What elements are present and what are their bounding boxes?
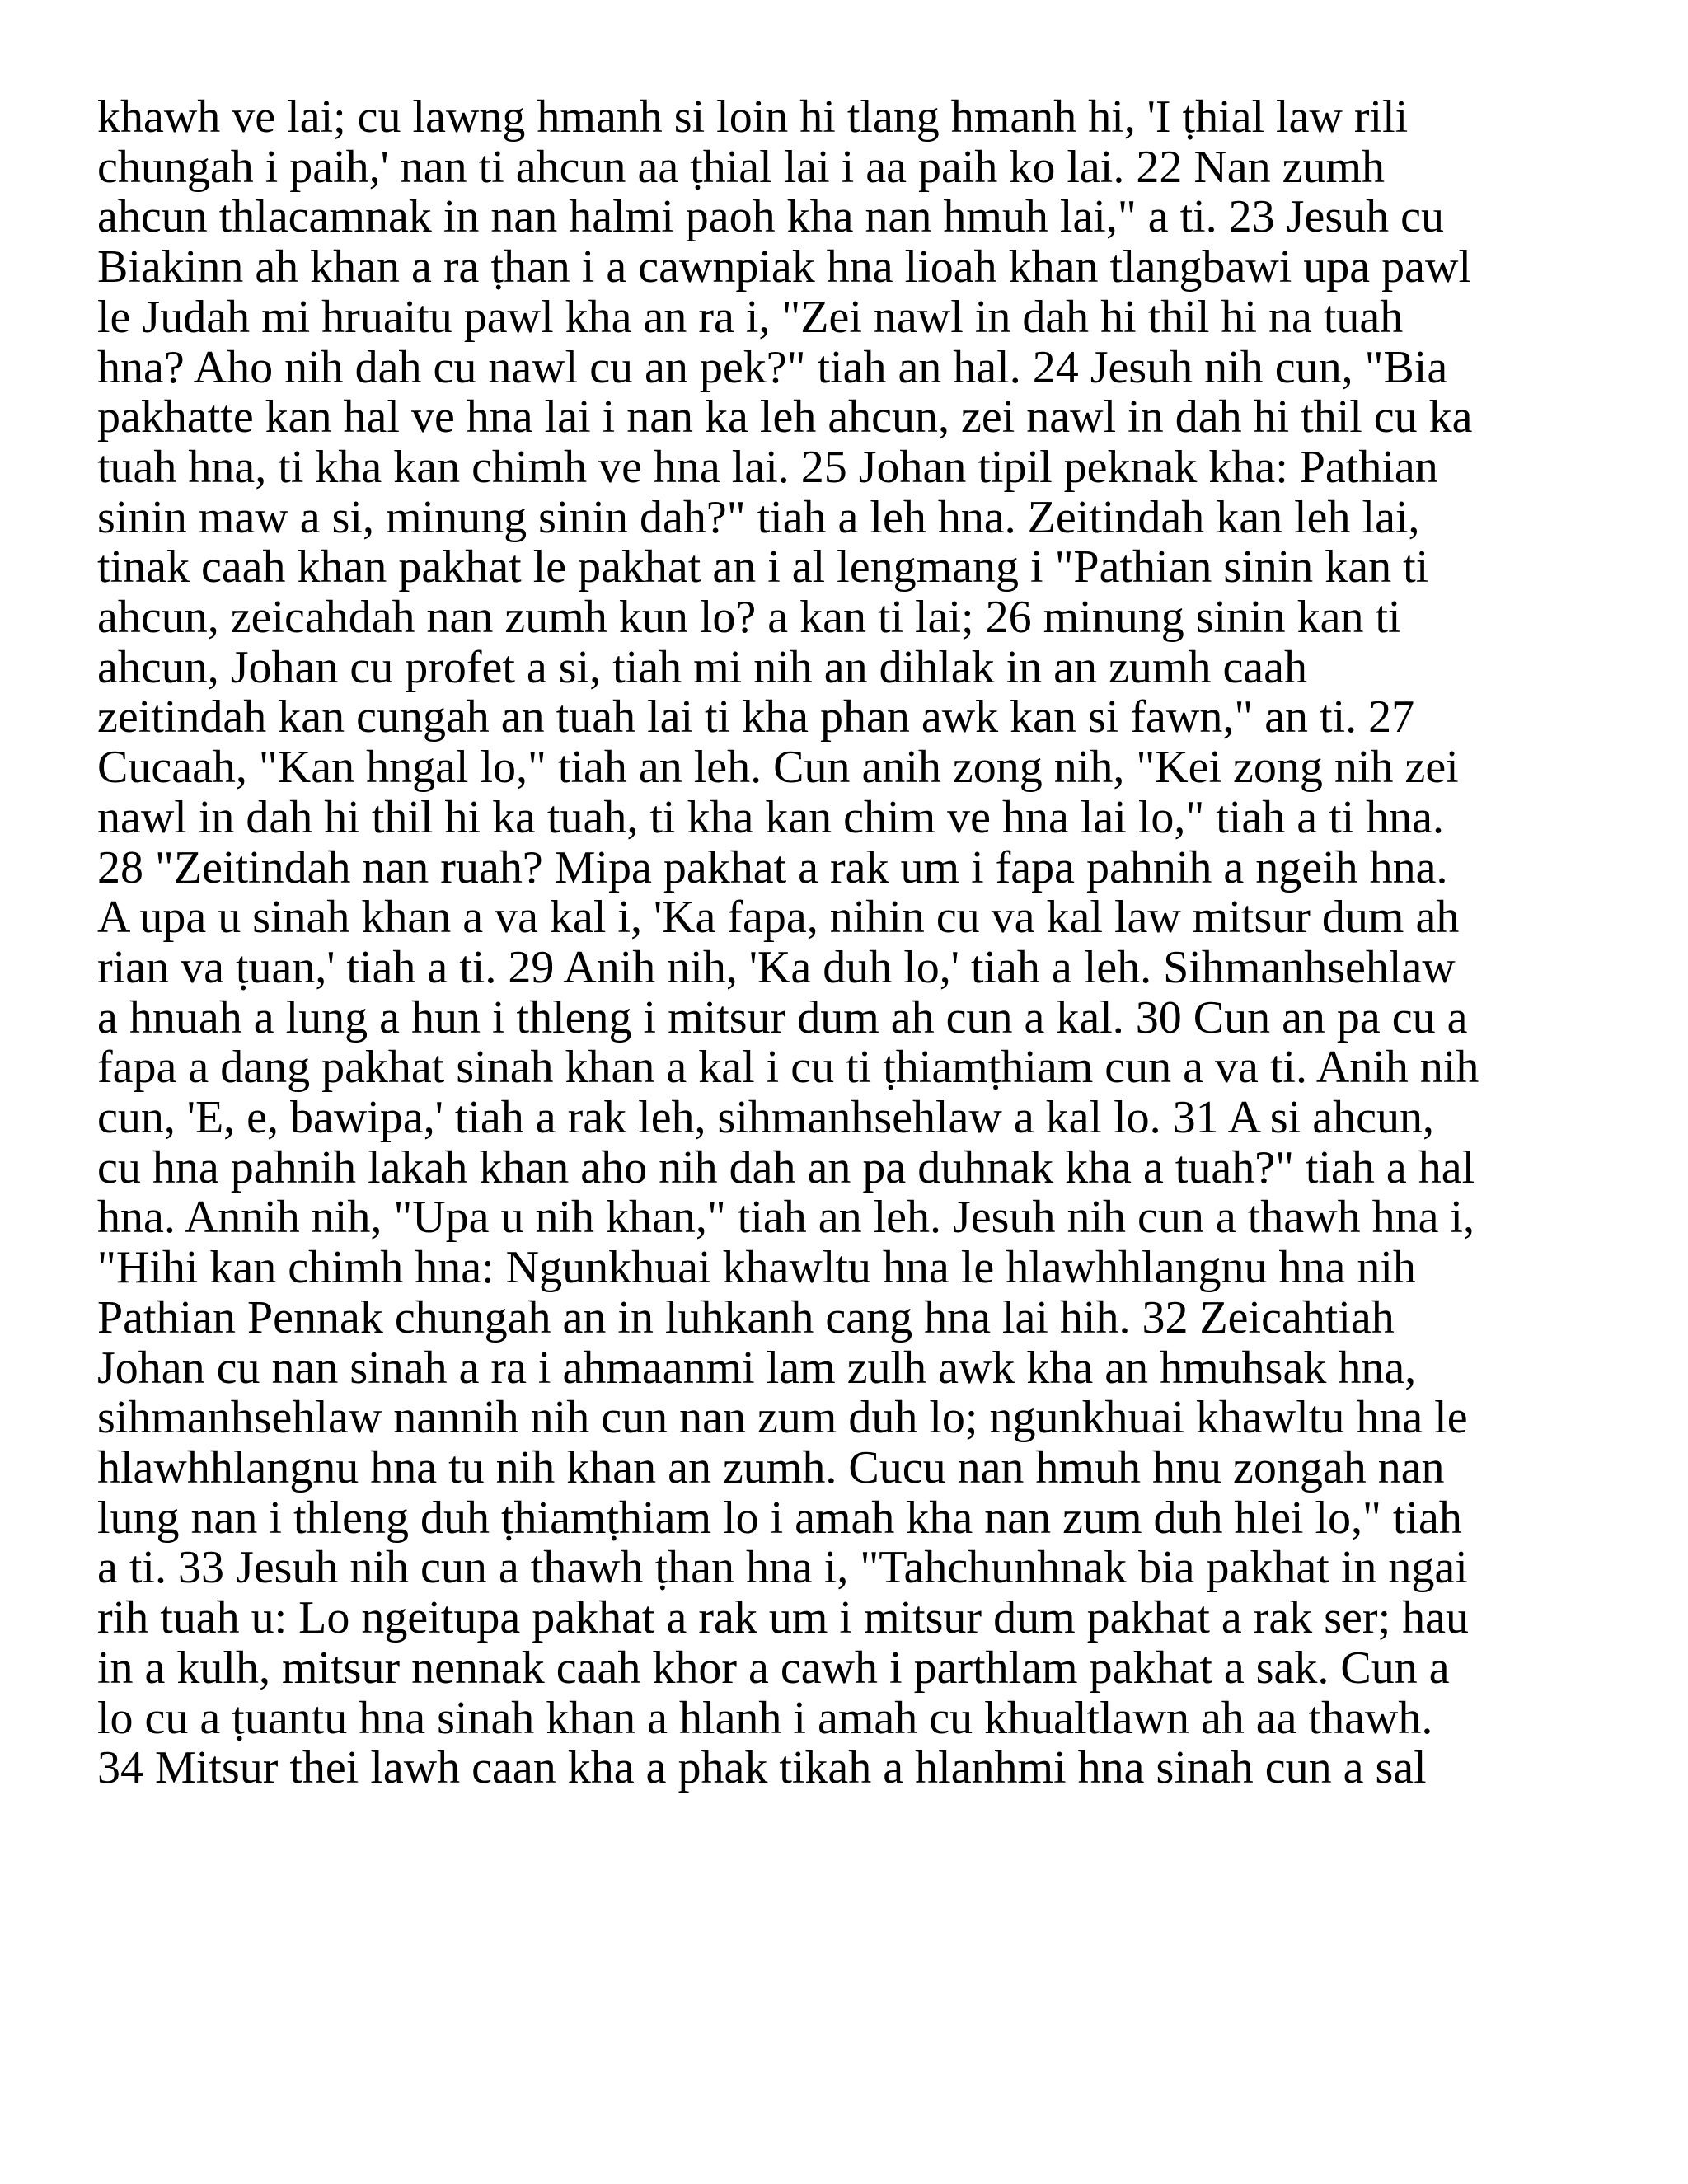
text-line: ahcun, Johan cu profet a si, tiah mi nih an dihlak in an zumh caah (97, 641, 1308, 693)
text-line: tinak caah khan pakhat le pakhat an i al lengmang i "Pathian sinin kan ti (97, 541, 1429, 593)
text-line: hna. Annih nih, "Upa u nih khan," tiah an leh. Jesuh nih cun a thawh hna i, (97, 1192, 1475, 1244)
text-line: Biakinn ah khan a ra ṭhan i a cawnpiak hna lioah khan tlangbawi upa pawl (97, 241, 1472, 293)
text-line: khawh ve lai; cu lawng hmanh si loin hi tlang hmanh hi, 'I ṭhial law rili (97, 91, 1409, 143)
text-line: nawl in dah hi thil hi ka tuah, ti kha kan chim ve hna lai lo," tiah a ti hna. (97, 791, 1445, 843)
text-line: tuah hna, ti kha kan chimh ve hna lai. 25 Johan tipil peknak kha: Pathian (97, 441, 1438, 493)
text-line: sinin maw a si, minung sinin dah?" tiah a leh hna. Zeitindah kan leh lai, (97, 491, 1420, 543)
text-line: lo cu a ṭuantu hna sinah khan a hlanh i amah cu khualtlawn ah aa thawh. (97, 1692, 1433, 1744)
text-line: rih tuah u: Lo ngeitupa pakhat a rak um i mitsur dum pakhat a rak ser; hau (97, 1592, 1469, 1644)
text-line: hlawhhlangnu hna tu nih khan an zumh. Cucu nan hmuh hnu zongah nan (97, 1441, 1445, 1493)
text-line: sihmanhsehlaw nannih nih cun nan zum duh lo; ngunkhuai khawltu hna le (97, 1392, 1468, 1444)
text-line: le Judah mi hruaitu pawl kha an ra i, "Zei nawl in dah hi thil hi na tuah (97, 291, 1404, 343)
text-line: cu hna pahnih lakah khan aho nih dah an pa duhnak kha a tuah?" tiah a hal (97, 1141, 1475, 1193)
text-line: ahcun thlacamnak in nan halmi paoh kha nan hmuh lai," a ti. 23 Jesuh cu (97, 191, 1444, 243)
text-line: fapa a dang pakhat sinah khan a kal i cu ti ṭhiamṭhiam cun a va ti. Anih nih (97, 1042, 1479, 1094)
text-line: a hnuah a lung a hun i thleng i mitsur dum ah cun a kal. 30 Cun an pa cu a (97, 991, 1468, 1043)
text-line: rian va ṭuan,' tiah a ti. 29 Anih nih, 'Ka duh lo,' tiah a leh. Sihmanhsehlaw (97, 941, 1456, 993)
text-line: 34 Mitsur thei lawh caan kha a phak tikah a hlanhmi hna sinah cun a sal (97, 1742, 1427, 1794)
text-line: cun, 'E, e, bawipa,' tiah a rak leh, sihmanhsehlaw a kal lo. 31 A si ahcun, (97, 1092, 1434, 1144)
text-line: A upa u sinah khan a va kal i, 'Ka fapa, nihin cu va kal law mitsur dum ah (97, 892, 1460, 944)
text-line: Johan cu nan sinah a ra i ahmaanmi lam zulh awk kha an hmuhsak hna, (97, 1342, 1417, 1394)
text-line: in a kulh, mitsur nennak caah khor a cawh i parthlam pakhat a sak. Cun a (97, 1642, 1450, 1694)
text-line: a ti. 33 Jesuh nih cun a thawh ṭhan hna i, "Tahchunhnak bia pakhat in ngai (97, 1542, 1468, 1594)
text-line: zeitindah kan cungah an tuah lai ti kha phan awk kan si fawn," an ti. 27 (97, 691, 1415, 743)
text-line: hna? Aho nih dah cu nawl cu an pek?" tiah an hal. 24 Jesuh nih cun, "Bia (97, 341, 1448, 393)
text-line: "Hihi kan chimh hna: Ngunkhuai khawltu hna le hlawhhlangnu hna nih (97, 1242, 1416, 1294)
text-line: Cucaah, "Kan hngal lo," tiah an leh. Cun anih zong nih, "Kei zong nih zei (97, 742, 1459, 794)
text-line: Pathian Pennak chungah an in luhkanh cang hna lai hih. 32 Zeicahtiah (97, 1291, 1395, 1343)
text-line: lung nan i thleng duh ṭhiamṭhiam lo i amah kha nan zum duh hlei lo," tiah (97, 1492, 1462, 1544)
text-line: ahcun, zeicahdah nan zumh kun lo? a kan ti lai; 26 minung sinin kan ti (97, 592, 1401, 644)
document-page (97, 92, 1622, 1793)
text-line: chungah i paih,' nan ti ahcun aa ṭhial lai i aa paih ko lai. 22 Nan zumh (97, 141, 1386, 193)
text-line: pakhatte kan hal ve hna lai i nan ka leh ahcun, zei nawl in dah hi thil cu ka (97, 391, 1473, 443)
text-line: 28 "Zeitindah nan ruah? Mipa pakhat a rak um i fapa pahnih a ngeih hna. (97, 841, 1448, 893)
